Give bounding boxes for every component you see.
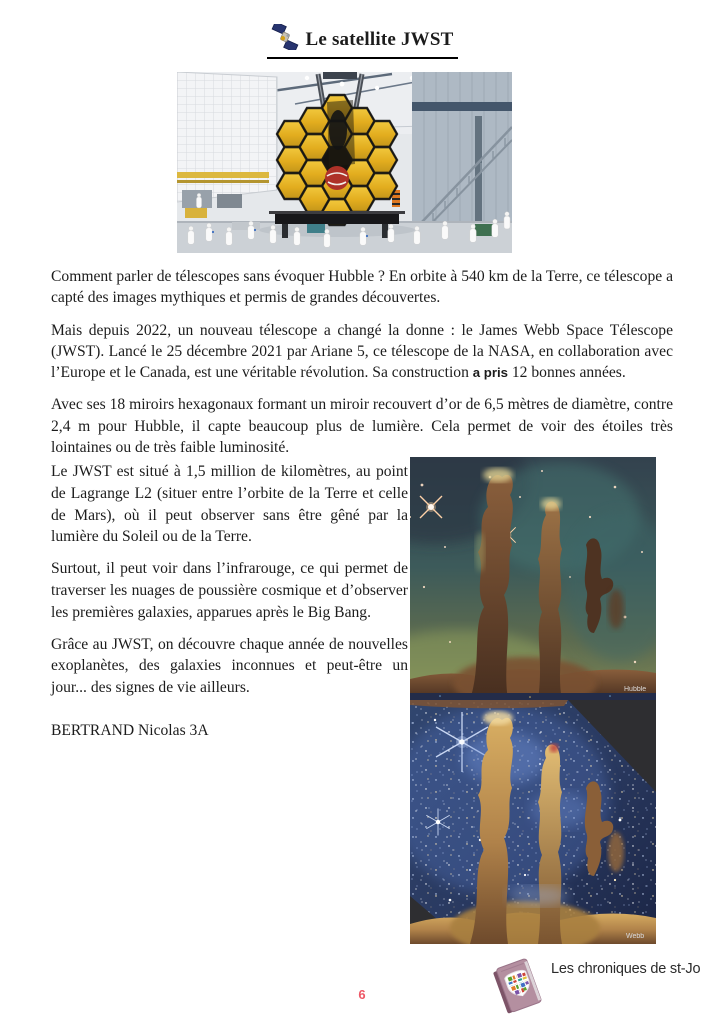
paragraph-5: Surtout, il peut voir dans l’infrarouge, ce qui permet de traverser les nuages de poussière cosmique et d’observer les premières galaxies, apparues après le Big Bang. (51, 560, 408, 621)
footer-brand: Les chroniques de st-Jo (551, 961, 701, 977)
page-number: 6 (358, 987, 366, 1002)
cleanroom-illustration (177, 72, 512, 253)
paragraph-2: Mais depuis 2022, un nouveau télescope a changé la donne : le James Webb Space Télescope (JWST). Lancé le 25 décembre 2021 par Ariane 5, ce télescope de la NASA, en collaboration avec l’Europe et le Canada, est une véritable révolution. Sa construction a pris 12 bonnes années. (51, 321, 673, 382)
jwst-cleanroom-photo (177, 72, 512, 253)
paragraph-6: Grâce au JWST, on découvre chaque année de nouvelles exoplanètes, des galaxies inconnues et peut-être un jour... des signes de vie ailleurs. (51, 635, 408, 697)
satellite-icon (269, 24, 301, 55)
paragraph-1: Comment parler de télescopes sans évoquer Hubble ? En orbite à 540 km de la Terre, ce télescope a capté des images mythiques et permis de grandes découvertes. (51, 268, 673, 307)
author-credit: BERTRAND Nicolas 3A (51, 722, 209, 739)
page-title: Le satellite JWST (305, 28, 454, 50)
paragraph-2-bold: a pris (472, 365, 508, 381)
intro-paragraphs (51, 266, 673, 469)
hubble-pillars-image (410, 457, 656, 700)
paragraph-4: Le JWST est situé à 1,5 million de kilomètres, au point de Lagrange L2 (situer entre l’orbite de la Terre et celle de Mars), où il peut observer sans être gêné par la lumière du Soleil ou de la Terre. (51, 463, 408, 546)
hubble-pillars-illustration (410, 457, 656, 700)
webb-pillars-illustration (410, 700, 656, 944)
paragraph-3: Avec ses 18 miroirs hexagonaux formant un miroir recouvert d’or de 6,5 mètres de diamètre, contre 2,4 m pour Hubble, il capte beaucoup plus de lumière. Cela permet de voir des étoiles très lointaines ou de très faible luminosité. (51, 396, 673, 457)
webb-label: Webb (626, 933, 645, 940)
webb-pillars-image (410, 700, 656, 944)
hubble-label: Hubble (624, 686, 647, 693)
book-logo-icon (486, 954, 548, 1018)
left-column-paragraphs (51, 461, 408, 709)
title-block (0, 24, 724, 59)
